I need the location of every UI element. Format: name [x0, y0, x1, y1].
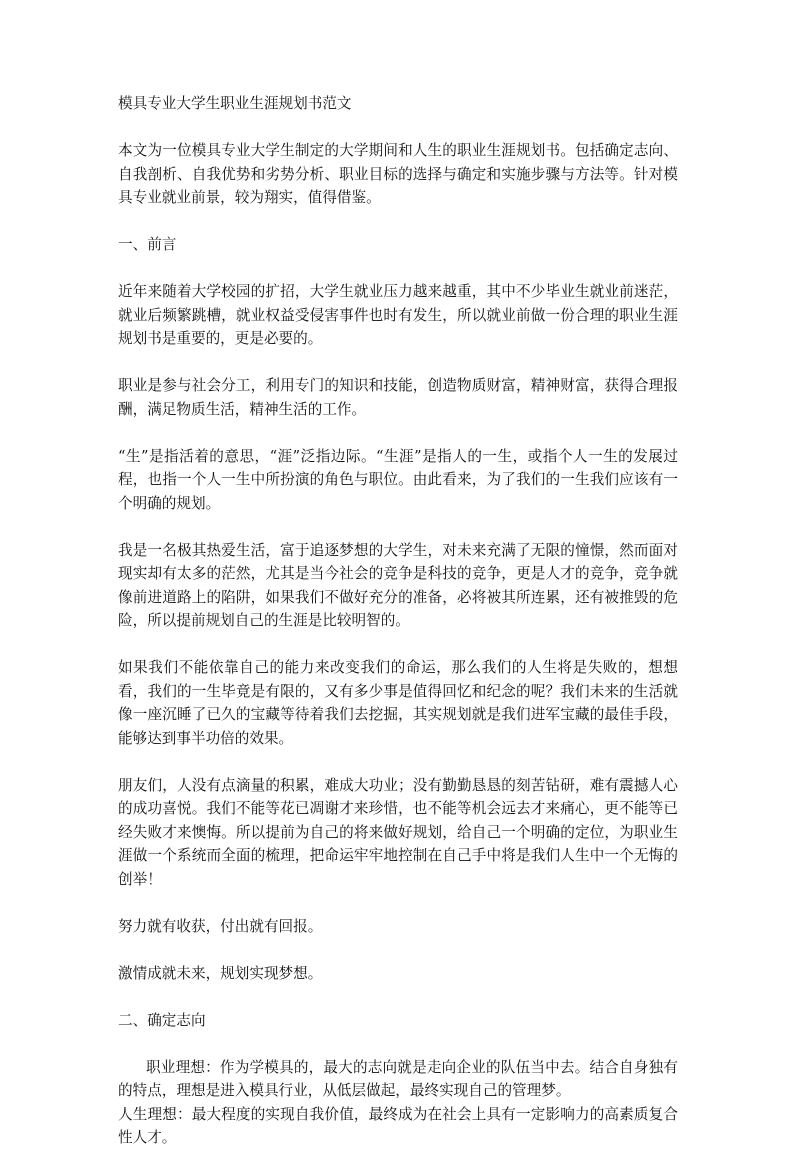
document-title: 模具专业大学生职业生涯规划书范文	[118, 95, 352, 112]
life-ideal-paragraph: 人生理想：最大程度的实现自我价值，最终成为在社会上具有一定影响力的高素质复合性人才。	[118, 1105, 678, 1146]
body-paragraph: 近年来随着大学校园的扩招，大学生就业压力越来越重，其中不少毕业生就业前迷茫，就业后频繁跳槽，就业权益受侵害事件也时有发生，所以就业前做一份合理的职业生涯规划书是重要的，更是必要的。	[118, 283, 678, 347]
section-heading-preface: 一、前言	[118, 236, 177, 253]
document-body	[118, 92, 678, 1150]
body-paragraph: 职业是参与社会分工，利用专门的知识和技能，创造物质财富，精神财富，获得合理报酬，满足物质生活，精神生活的工作。	[118, 377, 678, 418]
motto-line: 努力就有收获，付出就有回报。	[118, 917, 323, 935]
body-paragraph: 我是一名极其热爱生活，富于追逐梦想的大学生，对未来充满了无限的憧憬，然而面对现实却有太多的茫然，尤其是当今社会的竞争是科技的竞争，更是人才的竞争，竞争就像前进道路上的陷阱，如果我们不做好充分的准备，必将被其所连累，还有被推毁的危险，所以提前规划自己的生涯是比较明智的。	[118, 541, 678, 629]
body-paragraph: “生”是指活着的意思，“涯”泛指边际。“生涯”是指人的一生，或指个人一生的发展过程，也指一个人一生中所扮演的角色与职位。由此看来，为了我们的一生我们应该有一个明确的规划。	[118, 447, 678, 512]
section-heading-aspiration: 二、确定志向	[118, 1011, 206, 1029]
motto-line: 激情成就未来，规划实现梦想。	[118, 964, 323, 982]
body-paragraph: 朋友们，人没有点滴量的积累，难成大功业；没有勤勤恳恳的刻苦钻研，难有震撼人心的成功喜悦。我们不能等花已凋谢才来珍惜，也不能等机会远去才来痛心，更不能等已经失败才来懊悔。所以提前为自己的将来做好规划，给自己一个明确的定位，为职业生涯做一个系统而全面的梳理，把命运牢牢地控制在自己手中将是我们人生中一个无悔的创举！	[118, 776, 678, 888]
abstract-paragraph: 本文为一位模具专业大学生制定的大学期间和人生的职业生涯规划书。包括确定志向、自我剖析、自我优势和劣势分析、职业目标的选择与确定和实施步骤与方法等。针对模具专业就业前景，较为翔实，值得借鉴。	[118, 142, 678, 206]
body-paragraph: 如果我们不能依靠自己的能力来改变我们的命运，那么我们的人生将是失败的，想想看，我们的一生毕竟是有限的，又有多少事是值得回忆和纪念的呢？我们未来的生活就像一座沉睡了已久的宝藏等待着我们去挖掘，其实规划就是我们进军宝藏的最佳手段，能够达到事半功倍的效果。	[118, 659, 678, 747]
career-ideal-paragraph: 职业理想：作为学模具的，最大的志向就是走向企业的队伍当中去。结合自身独有的特点，理想是进入模具行业，从低层做起，最终实现自己的管理梦。	[118, 1058, 678, 1099]
